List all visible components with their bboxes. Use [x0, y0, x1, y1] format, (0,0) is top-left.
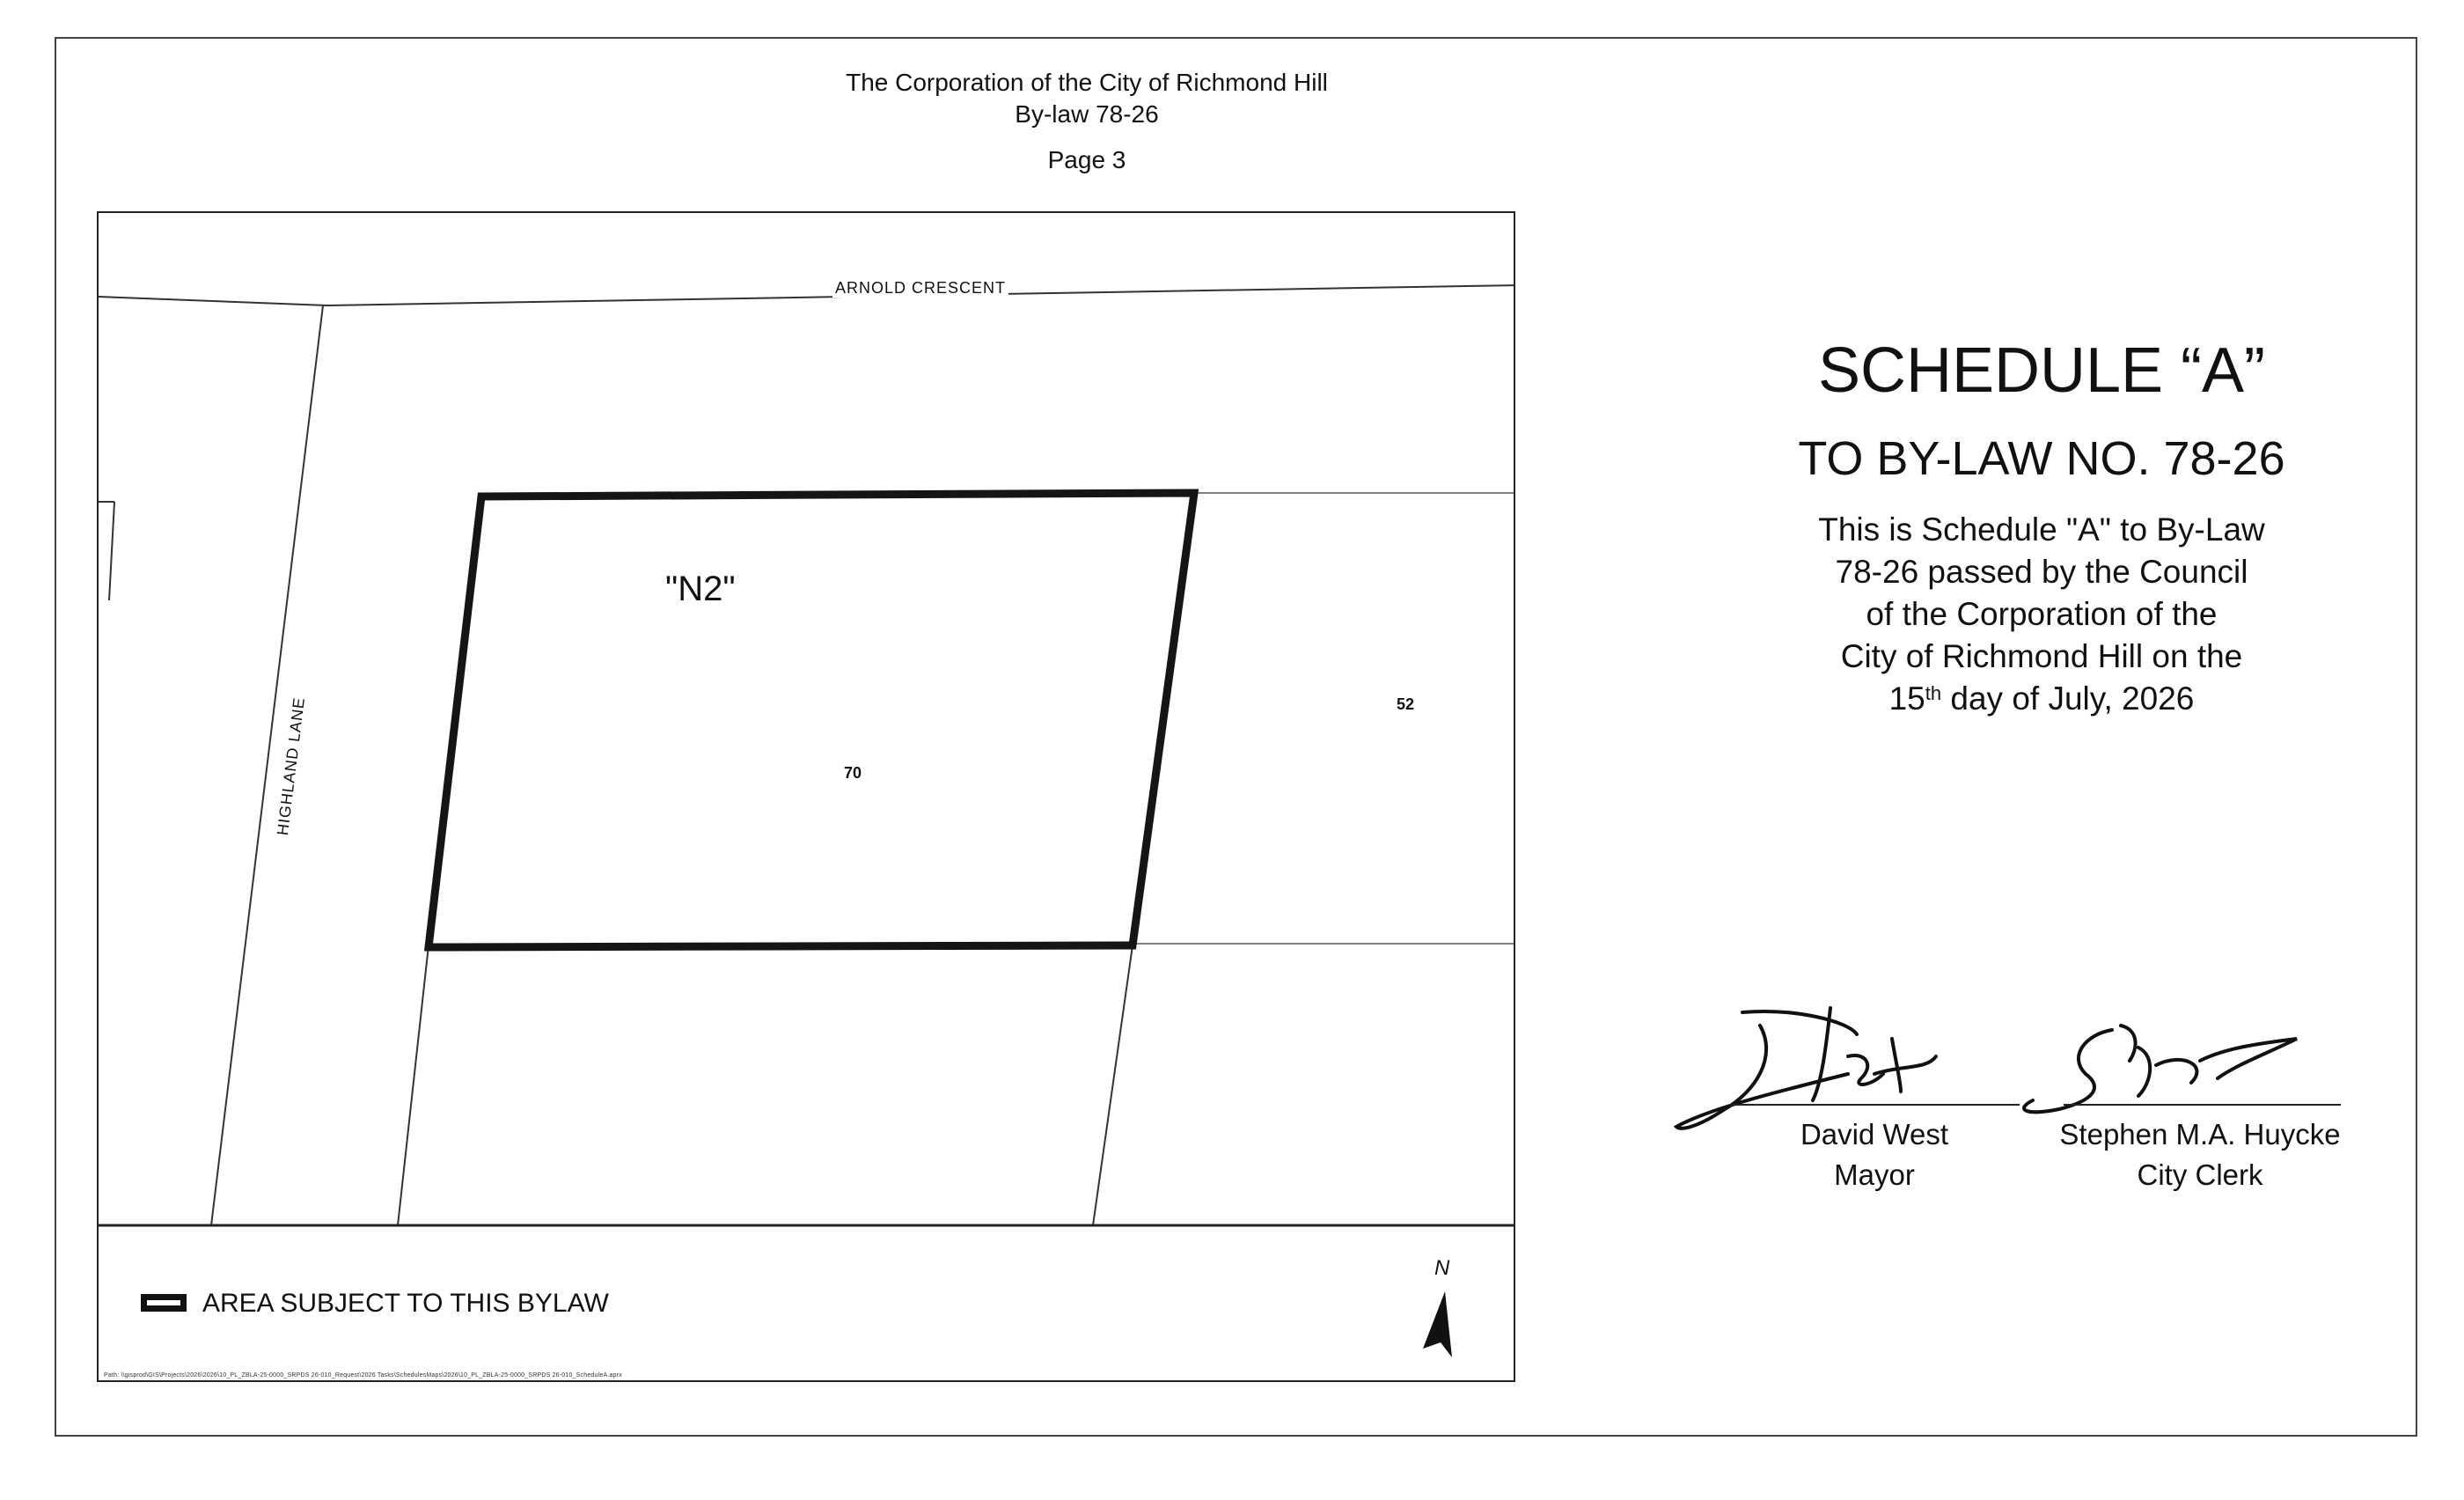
zone-label: "N2"	[665, 570, 736, 608]
schedule-line-4: City of Richmond Hill on the	[1840, 638, 2243, 674]
clerk-name: Stephen M.A. Huycke	[2059, 1118, 2341, 1151]
header-bylaw: By-law 78-26	[1015, 100, 1159, 128]
header-corporation: The Corporation of the City of Richmond Hill	[846, 69, 1328, 96]
clerk-signature-line	[2064, 1104, 2341, 1106]
north-label: N	[1434, 1256, 1450, 1280]
schedule-day-suffix: th	[1925, 682, 1942, 704]
mayor-name: David West	[1800, 1118, 1949, 1151]
schedule-title: SCHEDULE “A”	[1817, 335, 2266, 406]
legend-swatch	[141, 1294, 187, 1312]
schedule-line-5	[1716, 678, 2367, 720]
header-page: Page 3	[1047, 146, 1126, 173]
legend-label: AREA SUBJECT TO THIS BYLAW	[202, 1289, 609, 1318]
mayor-title: Mayor	[1834, 1158, 1915, 1191]
map-figure	[97, 211, 1515, 1382]
clerk-signature	[2006, 1012, 2358, 1127]
street-label-highland-lane: HIGHLAND LANE	[273, 695, 309, 837]
lot-number-east: 52	[1397, 695, 1415, 713]
clerk-title: City Clerk	[2137, 1158, 2263, 1191]
map-linework	[99, 213, 1515, 1382]
schedule-line-1: This is Schedule "A" to By-Law	[1818, 511, 2265, 548]
lot-number-main: 70	[844, 764, 862, 782]
schedule-statement	[1716, 509, 2367, 720]
schedule-date-rest: day of July, 2026	[1941, 680, 2195, 717]
schedule-day: 15	[1888, 680, 1925, 717]
mayor-signature-line	[1729, 1104, 2020, 1106]
mayor-signature	[1672, 1004, 2042, 1136]
schedule-subtitle: TO BY-LAW NO. 78-26	[1798, 432, 2285, 485]
subject-area-outline	[429, 493, 1194, 947]
schedule-line-3: of the Corporation of the	[1866, 596, 2218, 632]
map-file-path: Path: \\gisprod\GIS\Projects\2026\2026\10_PL_ZBLA-25-0000_SRPDS 26-010_Request\2026 Tasks\SchedulesMaps\2026\10_PL_ZBLA-25-0000_SRPDS 26-010_ScheduleA.aprx	[104, 1372, 622, 1379]
schedule-line-2: 78-26 passed by the Council	[1835, 554, 2248, 590]
north-arrow-icon	[1423, 1291, 1452, 1357]
street-label-arnold-crescent: ARNOLD CRESCENT	[832, 279, 1008, 298]
